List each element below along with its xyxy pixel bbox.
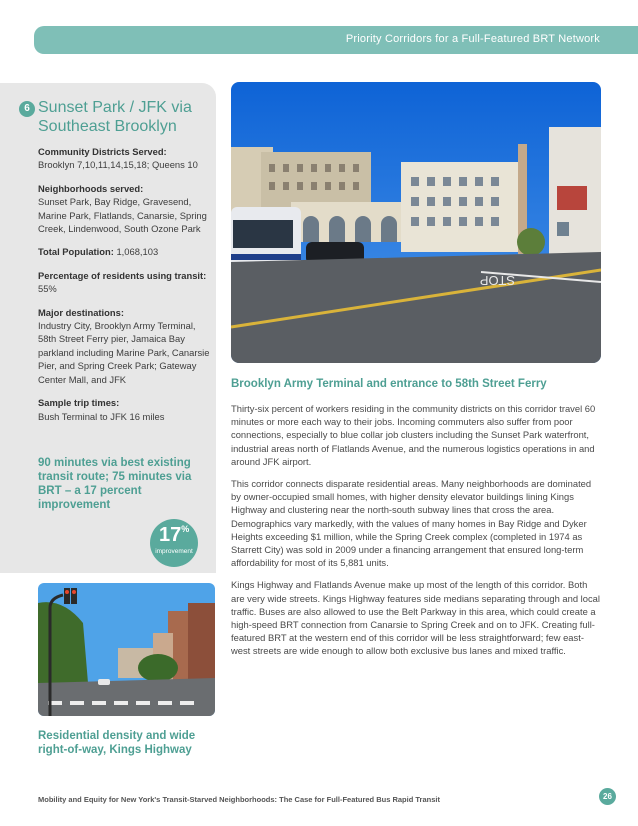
info-value: Sunset Park, Bay Ridge, Gravesend, Marine Park, Flatlands, Canarsie, Spring Creek, Lindenwood, South Ozone Park <box>38 196 207 235</box>
info-value: Bush Terminal to JFK 16 miles <box>38 410 165 422</box>
page-number: 26 <box>599 788 616 805</box>
improvement-percent <box>159 524 189 547</box>
photo-caption: Brooklyn Army Terminal and entrance to 58th Street Ferry <box>231 378 547 390</box>
improvement-unit: % <box>181 524 190 534</box>
info-label: Total Population: <box>38 246 114 258</box>
kings-highway-photo <box>38 583 215 716</box>
info-block <box>38 145 210 172</box>
improvement-label: improvement <box>155 548 193 555</box>
info-value: 55% <box>38 283 57 295</box>
info-block <box>38 182 210 236</box>
info-label: Sample trip times: <box>38 397 120 409</box>
paragraph: Kings Highway and Flatlands Avenue make up most of the length of this corridor. Both are very wide streets. Kings Highway features side medians separating through and local traffic. Buses are also allowed to use the Belt Parkway in this area, which could create a high-speed BRT connection from Canarsie to Spring Creek and on to JFK. Creating full-featured BRT at the western end of this corridor will be less straightforward; few east-west streets are wide enough to allow both exclusive bus lanes and mixed traffic. <box>231 579 600 657</box>
kings-highway-illustration <box>38 583 215 716</box>
footer-text: Mobility and Equity for New York's Transit-Starved Neighborhoods: The Case for Full-Featured Bus Rapid Transit <box>38 795 440 804</box>
info-label: Community Districts Served: <box>38 146 167 157</box>
paragraph: Thirty-six percent of workers residing in the community districts on this corridor travel 60 minutes or more each way to their jobs. Incoming commuters also suffer from poor connections, especially to blue collar job clusters including the Sunset Park waterfront, industrial areas north of Flatlands Avenue, and the numerous logistics operations in and around JFK airport. <box>231 403 596 467</box>
info-label: Percentage of residents using transit: <box>38 269 207 281</box>
photo-caption: Residential density and wide right-of-way, Kings Highway <box>38 730 196 756</box>
body-text <box>231 402 603 667</box>
info-value: 1,068,103 <box>116 246 159 258</box>
info-block <box>38 306 210 386</box>
info-value: Brooklyn 7,10,11,14,15,18; Queens 10 <box>38 159 198 171</box>
trip-time-highlight: 90 minutes via best existing transit route; 75 minutes via BRT – a 17 percent improvement <box>38 457 192 511</box>
improvement-value: 17 <box>159 524 182 546</box>
header-band <box>34 26 638 54</box>
info-label: Neighborhoods served: <box>38 182 144 194</box>
info-block <box>38 396 210 423</box>
army-terminal-illustration <box>231 82 601 363</box>
section-title: Priority Corridors for a Full-Featured BRT Network <box>345 33 600 45</box>
corridor-info <box>38 145 210 433</box>
army-terminal-photo <box>231 82 601 363</box>
info-label: Major destinations: <box>38 306 124 318</box>
info-block <box>38 245 210 258</box>
corridor-title: Sunset Park / JFK via Southeast Brooklyn <box>38 99 192 135</box>
road-marking: STOP <box>479 273 515 288</box>
corridor-number-badge: 6 <box>19 101 35 117</box>
info-value: Industry City, Brooklyn Army Terminal, 58th Street Ferry pier, Jamaica Bay parkland including Marine Park, Canarsie Pier, and Spring Creek Park; Gateway Center Mall, and JFK <box>38 320 210 385</box>
paragraph: This corridor connects disparate residential areas. Many neighborhoods are dominated by owner-occupied small homes, with higher density elevator buildings lining Kings Highway and clustering near the north-south subway lines that cross the area. Demographics vary markedly, with the values of many homes in Bay Ridge and Dyker Heights exceeding $1 million, while the Spring Creek complex (completed in 1974 as Starrett City) was sold in 2009 under a financing arrangement that ensured long-term affordability for most of its 5,881 units. <box>231 478 592 569</box>
improvement-badge <box>150 519 198 567</box>
info-block <box>38 269 210 296</box>
